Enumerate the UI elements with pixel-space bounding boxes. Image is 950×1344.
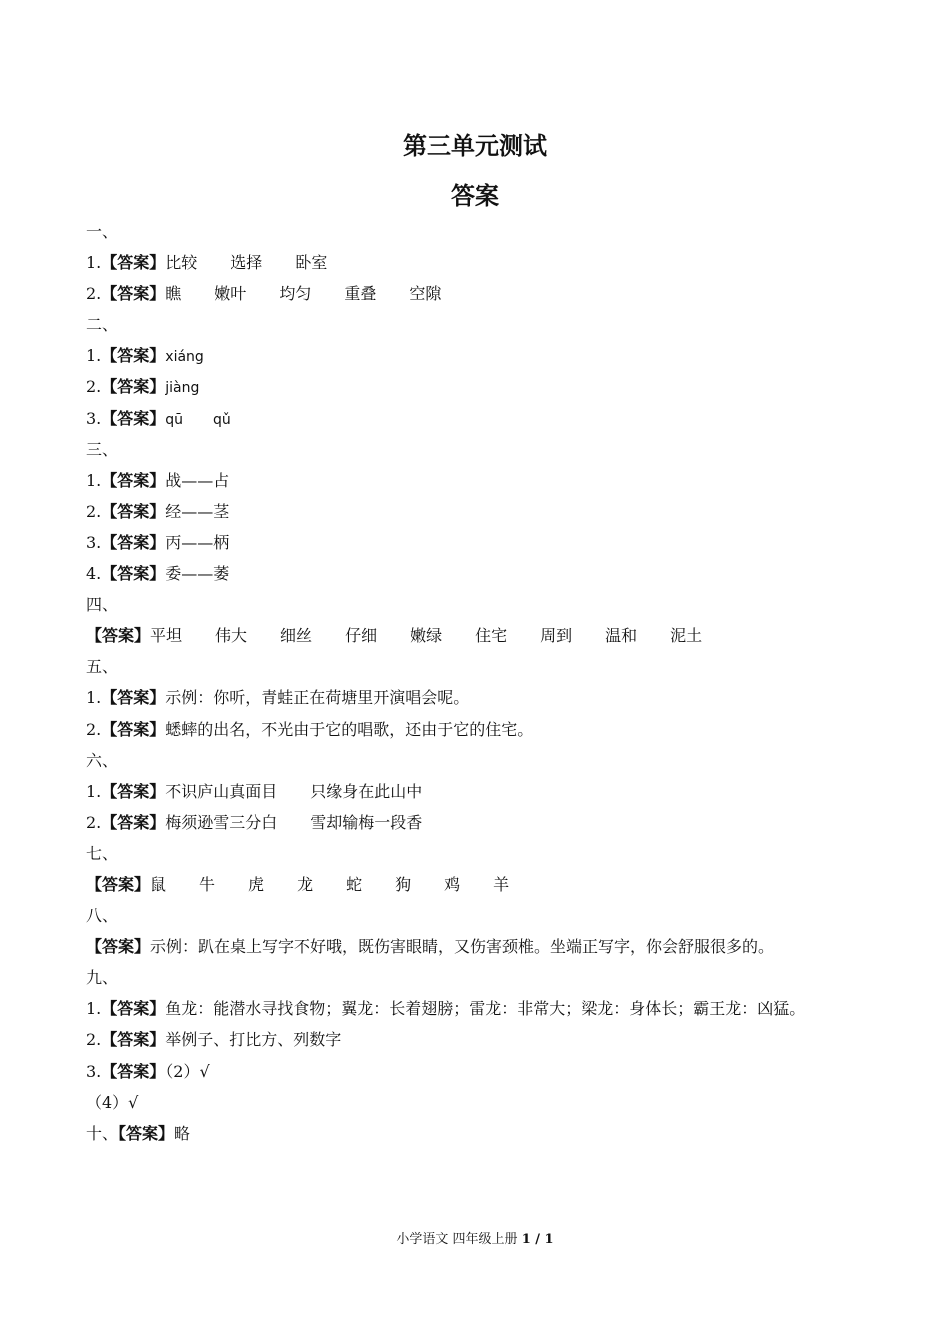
answer-tag: 【答案】	[101, 564, 166, 584]
answer-item: qū	[165, 411, 184, 428]
section-heading: 七、	[86, 843, 119, 863]
answer-item: 温和	[605, 626, 638, 646]
answer-text: 示例：趴在桌上写字不好哦，既伤害眼睛，又伤害颈椎。坐端正写字，你会舒服很多的。	[150, 937, 775, 957]
section-heading: 六、	[86, 750, 119, 770]
answer-line	[86, 869, 906, 900]
answer-line	[86, 496, 906, 527]
page-footer	[0, 1228, 950, 1247]
answer-item: 狗	[395, 874, 412, 894]
question-number: 3.	[86, 532, 102, 552]
answer-tag: 【答案】	[101, 253, 166, 273]
answer-tag: 【答案】	[101, 719, 166, 739]
answer-item: 只缘身在此山中	[310, 781, 423, 801]
answer-item: 住宅	[475, 626, 508, 646]
answer-tag: 【答案】	[101, 284, 166, 304]
answer-item: 均匀	[279, 284, 312, 304]
answer-line	[86, 558, 906, 589]
answer-line	[86, 340, 906, 371]
section-heading: 十、	[86, 1123, 119, 1143]
question-number: 1.	[86, 781, 102, 801]
page-subtitle: 答案	[451, 182, 499, 210]
answer-tag: 【答案】	[101, 999, 166, 1019]
answer-tag: 【答案】	[86, 937, 151, 957]
answer-line	[86, 931, 906, 962]
answer-item: 牛	[199, 874, 216, 894]
answer-tag: 【答案】	[101, 812, 166, 832]
answer-item: 卧室	[295, 253, 328, 273]
answer-text: 经——茎	[165, 501, 230, 521]
answer-text: 丙——柄	[165, 532, 230, 552]
answer-line	[86, 1087, 906, 1118]
answer-item: 瞧	[165, 284, 182, 304]
question-number: 2.	[86, 377, 102, 397]
answer-tag: 【答案】	[101, 1030, 166, 1050]
answer-text: （2）√	[165, 1061, 210, 1081]
answer-item: qǔ	[213, 411, 231, 428]
answer-tag: 【答案】	[101, 1061, 166, 1081]
section-heading: 八、	[86, 906, 119, 926]
question-number: 1.	[86, 470, 102, 490]
question-number: 2.	[86, 1030, 102, 1050]
answer-item: 龙	[297, 874, 314, 894]
answer-item: 嫩绿	[410, 626, 443, 646]
question-number: 2.	[86, 812, 102, 832]
question-number: 1.	[86, 688, 102, 708]
answer-tag: 【答案】	[101, 688, 166, 708]
answer-item: 伟大	[215, 626, 248, 646]
question-number: 1.	[86, 346, 102, 366]
answer-line	[86, 247, 906, 278]
answer-text: 举例子、打比方、列数字	[165, 1030, 342, 1050]
answer-line	[86, 807, 906, 838]
answer-tag: 【答案】	[101, 377, 166, 397]
answer-item: 细丝	[280, 626, 313, 646]
answer-tag: 【答案】	[101, 532, 166, 552]
answer-item: 不识庐山真面目	[165, 781, 278, 801]
answer-tag: 【答案】	[118, 1123, 175, 1143]
answer-tag: 【答案】	[101, 501, 166, 521]
answer-text: 战——占	[165, 470, 230, 490]
answer-text: jiàng	[165, 380, 200, 397]
answer-text: xiáng	[165, 349, 204, 366]
answer-text: 蟋蟀的出名，不光由于它的唱歌，还由于它的住宅。	[165, 719, 534, 739]
answer-item: 鸡	[444, 874, 461, 894]
answer-item: 选择	[230, 253, 263, 273]
answer-line	[86, 371, 906, 402]
answer-text: （4）√	[86, 1092, 139, 1112]
question-number: 1.	[86, 253, 102, 273]
answer-tag: 【答案】	[86, 626, 151, 646]
answer-tag: 【答案】	[86, 874, 151, 894]
answer-text: 委——萎	[165, 564, 230, 584]
answer-item: 重叠	[344, 284, 377, 304]
answer-tag: 【答案】	[101, 346, 166, 366]
page-number: 1 / 1	[521, 1232, 554, 1247]
answer-text: 略	[174, 1123, 191, 1143]
answer-item: 比较	[165, 253, 198, 273]
answer-line	[86, 1056, 906, 1087]
footer-label: 小学语文 四年级上册	[396, 1232, 518, 1247]
answer-item: 羊	[493, 874, 510, 894]
section-heading: 五、	[86, 657, 119, 677]
answer-text: 示例：你听，青蛙正在荷塘里开演唱会呢。	[165, 688, 470, 708]
answer-item: 平坦	[150, 626, 183, 646]
answer-line	[86, 1024, 906, 1055]
answer-text: 鱼龙：能潜水寻找食物；翼龙：长着翅膀；雷龙：非常大；梁龙：身体长；霸王龙：凶猛。	[165, 999, 806, 1019]
answer-line	[86, 278, 906, 309]
answer-item: 蛇	[346, 874, 363, 894]
answer-line	[86, 714, 906, 745]
question-number: 3.	[86, 1061, 102, 1081]
question-number: 2.	[86, 284, 102, 304]
answer-line	[86, 465, 906, 496]
answer-line	[86, 1118, 906, 1149]
question-number: 2.	[86, 501, 102, 521]
question-number: 1.	[86, 999, 102, 1019]
section-heading: 四、	[86, 595, 119, 615]
section-heading: 一、	[86, 222, 119, 241]
answer-line	[86, 620, 906, 651]
answer-item: 空隙	[409, 284, 442, 304]
answer-tag: 【答案】	[101, 408, 166, 428]
answer-item: 周到	[540, 626, 573, 646]
section-heading: 三、	[86, 439, 119, 459]
answer-line	[86, 776, 906, 807]
answer-line	[86, 403, 906, 434]
question-number: 4.	[86, 564, 102, 584]
answer-line	[86, 682, 906, 713]
answer-item: 鼠	[150, 874, 167, 894]
answer-item: 雪却输梅一段香	[310, 812, 423, 832]
question-number: 3.	[86, 408, 102, 428]
section-heading: 二、	[86, 315, 119, 335]
answer-list	[86, 216, 906, 1149]
answer-item: 梅须逊雪三分白	[165, 812, 278, 832]
answer-tag: 【答案】	[101, 781, 166, 801]
answer-item: 泥土	[670, 626, 703, 646]
question-number: 2.	[86, 719, 102, 739]
page-title: 第三单元测试	[403, 132, 547, 160]
answer-item: 虎	[248, 874, 265, 894]
answer-item: 仔细	[345, 626, 378, 646]
answer-line	[86, 993, 906, 1024]
answer-tag: 【答案】	[101, 470, 166, 490]
answer-line	[86, 527, 906, 558]
section-heading: 九、	[86, 968, 119, 988]
answer-item: 嫩叶	[214, 284, 247, 304]
